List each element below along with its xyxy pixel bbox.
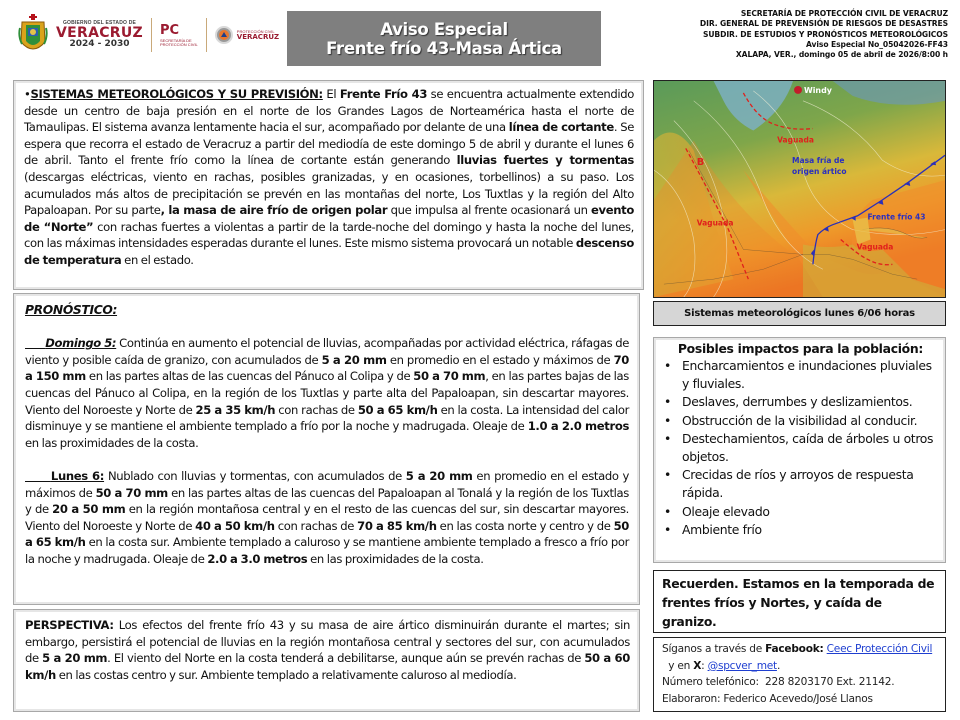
highlight-text: 50 a 65 km/h: [357, 402, 438, 417]
social-mid: y en: [662, 659, 694, 672]
body-text: Los efectos del frente frío 43 y su masa de aire ártico disminuirán durante el martes; sin embargo, persistirá el potencial de lluvias en la región montañosa central y sectores del sur, con acumulados de: [25, 618, 630, 666]
agency-line: SECRETARÍA DE PROTECCIÓN CIVIL DE VERACRUZ: [740, 9, 948, 18]
gobierno-small-text: GOBIERNO DEL ESTADO DE: [62, 20, 137, 26]
pc-big-text: PC: [160, 22, 180, 38]
body-text: (descargas eléctricas, viento en rachas, posibles granizadas, y en ocasiones, torbellinos) a su paso. Los acumulados más altos de precipitación se prevén en las montañas del norte, Los Tuxtlas y la región del Alto Papaloapan. Por su parte: [24, 169, 634, 218]
highlight-text: lluvias fuertes y tormentas: [456, 153, 634, 168]
logo-divider: [206, 18, 207, 52]
title-line-2: Frente frío 43-Masa Ártica: [326, 38, 562, 58]
body-text: en las partes altas de las cuencas del Pánuco al Colipa y de: [85, 369, 414, 384]
body-text: en promedio en el estado y máximos de: [386, 352, 614, 367]
highlight-text: 5 a 20 mm: [42, 651, 108, 666]
perspectiva-section: [13, 609, 640, 712]
page-title: [287, 11, 601, 66]
body-text: Nublado con lluvias y tormentas, con acumulados de: [104, 468, 406, 483]
contact-box: [653, 637, 946, 712]
body-text: en las costas centro y sur. Ambiente templado a relativamente caluroso al mediodía.: [55, 667, 517, 682]
x-sep: :: [701, 659, 708, 672]
logo-divider: [151, 18, 152, 52]
forecast-lunes: [25, 468, 629, 568]
highlight-text: 1.0 a 2.0 metros: [527, 419, 630, 434]
title-line-1: Aviso Especial: [380, 19, 508, 39]
sistemas-section: [13, 80, 644, 290]
forecast-day-label: Domingo 5:: [45, 336, 117, 351]
social-prefix: Síganos a través de: [662, 643, 766, 655]
forecast-day-label: Lunes 6:: [50, 468, 105, 483]
highlight-text: línea de cortante: [508, 120, 614, 135]
highlight-text: 70 a 85 km/h: [357, 518, 437, 533]
agency-line: SUBDIR. DE ESTUDIOS Y PRONÓSTICOS METEOROLÓGICOS: [703, 29, 948, 39]
body-text: El: [322, 87, 340, 101]
body-text: en las partes altas de las cuencas del Papaloapan al Tonalá y la región de los Tuxtlas y de: [25, 485, 629, 517]
highlight-text: 50 a 70 mm: [95, 485, 168, 500]
phone-number: Número telefónico: 228 8203170 Ext. 21142.: [662, 676, 895, 689]
body-text: . Se espera que recorra el estado de Veracruz a partir del mediodía de este domingo 5 de abril y durante el lunes 6 de abril. Tanto el frente frío como la línea de cortante están generando: [24, 120, 634, 168]
x-label: X: [693, 659, 702, 672]
impacto-item: • Ambiente frío: [664, 521, 937, 539]
sistemas-heading: SISTEMAS METEOROLÓGICOS Y SU PREVISIÓN:: [30, 87, 323, 101]
pcv-small-text: PROTECCIÓN CIVIL: [236, 28, 275, 34]
x-link[interactable]: @spcver_met: [707, 659, 777, 672]
map-label-vaguada-north: Vaguada: [777, 135, 814, 145]
map-label-vaguada-east: Vaguada: [856, 242, 894, 252]
perspectiva-body: [25, 618, 630, 682]
map-label-frente: Frente frío 43: [867, 212, 926, 222]
pronostico-section: [13, 293, 640, 605]
body-text: en las costa norte y centro y de: [436, 518, 614, 533]
body-text: en las proximidades de la costa.: [25, 435, 199, 450]
highlight-text: 50 a 60 km/h: [25, 651, 630, 682]
highlight-text: 40 a 50 km/h: [195, 518, 275, 533]
impacto-item: • Destechamientos, caída de árboles u otros objetos.: [664, 430, 937, 466]
impactos-list: [664, 357, 937, 539]
facebook-label: Facebook:: [765, 643, 824, 655]
body-text: Continúa en aumento el potencial de lluvias, acompañadas por actividad eléctrica, ráfagas de viento y posible caída de granizo, con acumulados de: [25, 336, 629, 367]
body-text: en el estado.: [121, 252, 194, 267]
highlight-text: 70 a 150 mm: [25, 352, 629, 384]
pc-logo: [160, 24, 198, 47]
weather-map: [653, 80, 946, 298]
pronostico-heading: PRONÓSTICO:: [25, 303, 118, 317]
impacto-item: • Oleaje elevado: [664, 503, 937, 521]
map-label-vaguada-west: Vaguada: [696, 218, 734, 228]
body-text: , en las partes bajas de las cuencas del Pánuco al Colipa, en la región de los Tuxtlas y parte alta del Papaloapan, sin descartar mayores. Viento del Noroeste y Norte de: [25, 369, 629, 417]
pc-small-text-2: PROTECCIÓN CIVIL: [160, 41, 198, 47]
highlight-text: 5 a 20 mm: [321, 352, 387, 367]
facebook-link[interactable]: Ceec Protección Civil: [826, 643, 933, 655]
impacto-item: • Crecidas de ríos y arroyos de respuesta rápida.: [664, 466, 937, 502]
social-line: [662, 641, 937, 674]
highlight-text: descenso de temperatura: [24, 236, 634, 267]
highlight-text: 5 a 20 mm: [405, 468, 473, 483]
agency-line: XALAPA, VER., domingo 05 de abril de 2026/8:00 h: [735, 50, 948, 60]
impacto-item: • Obstrucción de la visibilidad al conducir.: [664, 412, 937, 430]
map-watermark: Windy: [803, 85, 832, 95]
highlight-text: , la masa de aire frío de origen polar: [160, 203, 388, 218]
x-end: .: [776, 659, 781, 672]
header-logos: [18, 10, 288, 60]
impactos-title: Posibles impactos para la población:: [677, 341, 924, 356]
veracruz-coat-of-arms-icon: [18, 14, 48, 56]
windy-logo-icon: [794, 86, 802, 94]
civil-protection-emblem-icon: [215, 26, 233, 44]
highlight-text: evento de “Norte”: [24, 203, 634, 234]
proteccion-civil-veracruz-logo: [215, 26, 279, 44]
agency-line: DIR. GENERAL DE PREVENSIÓN DE RIESGOS DE DESASTRES: [699, 19, 948, 29]
pcv-big-text: VERACRUZ: [236, 32, 280, 41]
body-text: en las proximidades de la costa.: [307, 551, 484, 566]
indent: [25, 336, 45, 350]
body-text: en la región montañosa central y en el resto de las cuencas del sur, sin descartar mayores. Viento del Noroeste y Norte de: [25, 502, 629, 533]
body-text: con rachas fuertes a violentas a partir de la tarde-noche del domingo y hasta la noche del lunes, con las máximas intensidades esperadas durante el lunes. Este mismo sistema provocará un notable: [24, 219, 634, 251]
gobierno-veracruz-logo: [56, 21, 143, 49]
perspectiva-heading: PERSPECTIVA:: [25, 618, 114, 632]
gobierno-big-text: VERACRUZ: [56, 25, 143, 41]
impacto-item: • Deslaves, derrumbes y deslizamientos.: [664, 393, 937, 411]
bullet: •: [24, 87, 31, 101]
body-text: se encuentra actualmente extendido desde un centro de baja presión en el norte de los Grandes Lagos de Norteamérica hasta el norte de Tamaulipas. El sistema avanza lentamente hacia el sur, acompañado por delante de una: [24, 87, 634, 135]
indent: [25, 469, 51, 483]
body-text: en promedio en el estado y máximos de: [25, 468, 630, 500]
forecast-domingo: [25, 335, 629, 451]
highlight-text: 50 a 65 km/h: [25, 518, 630, 550]
authors: Elaboraron: Federico Acevedo/José Llanos: [662, 692, 873, 705]
body-text: en la costa. La intensidad del calor disminuye y se mantiene el ambiente templado a frío por la noche y madrugada. Oleaje de: [25, 402, 629, 434]
agency-info: [700, 9, 948, 60]
highlight-text: 25 a 35 km/h: [195, 402, 276, 417]
map-label-masa: Masa fría de: [792, 156, 845, 166]
body-text: con rachas de: [275, 402, 358, 417]
highlight-text: 20 a 50 mm: [52, 502, 126, 517]
body-text: . El viento del Norte en la costa tenderá a debilitarse, aunque aún se prevén rachas de: [107, 651, 585, 666]
body-text: que impulsa al frente ocasionará un: [387, 203, 592, 218]
season-reminder: Recuerden. Estamos en la temporada de frentes fríos y Nortes, y caída de granizo.: [653, 570, 946, 633]
body-text: en la costa sur. Ambiente templado a caluroso y se mantiene ambiente templado a fresco a frío por la noche y madrugada. Oleaje de: [25, 535, 629, 566]
highlight-text: 2.0 a 3.0 metros: [207, 551, 308, 566]
gobierno-years-text: 2024 - 2030: [69, 39, 130, 49]
sistemas-body: [24, 87, 634, 267]
agency-line: Aviso Especial No_05042026-FF43: [806, 39, 948, 49]
map-label-masa-2: origen ártico: [792, 167, 847, 177]
highlight-text: Frente Frío 43: [339, 87, 428, 101]
pc-small-text-1: SECRETARÍA DE: [160, 37, 192, 43]
body-text: con rachas de: [274, 518, 358, 533]
impacto-item: • Encharcamientos e inundaciones pluviales y fluviales.: [664, 357, 937, 393]
impactos-section: [653, 337, 946, 563]
map-label-low-pressure: B: [696, 157, 705, 169]
highlight-text: 50 a 70 mm: [413, 369, 486, 384]
map-caption: Sistemas meteorológicos lunes 6/06 horas: [653, 301, 946, 326]
